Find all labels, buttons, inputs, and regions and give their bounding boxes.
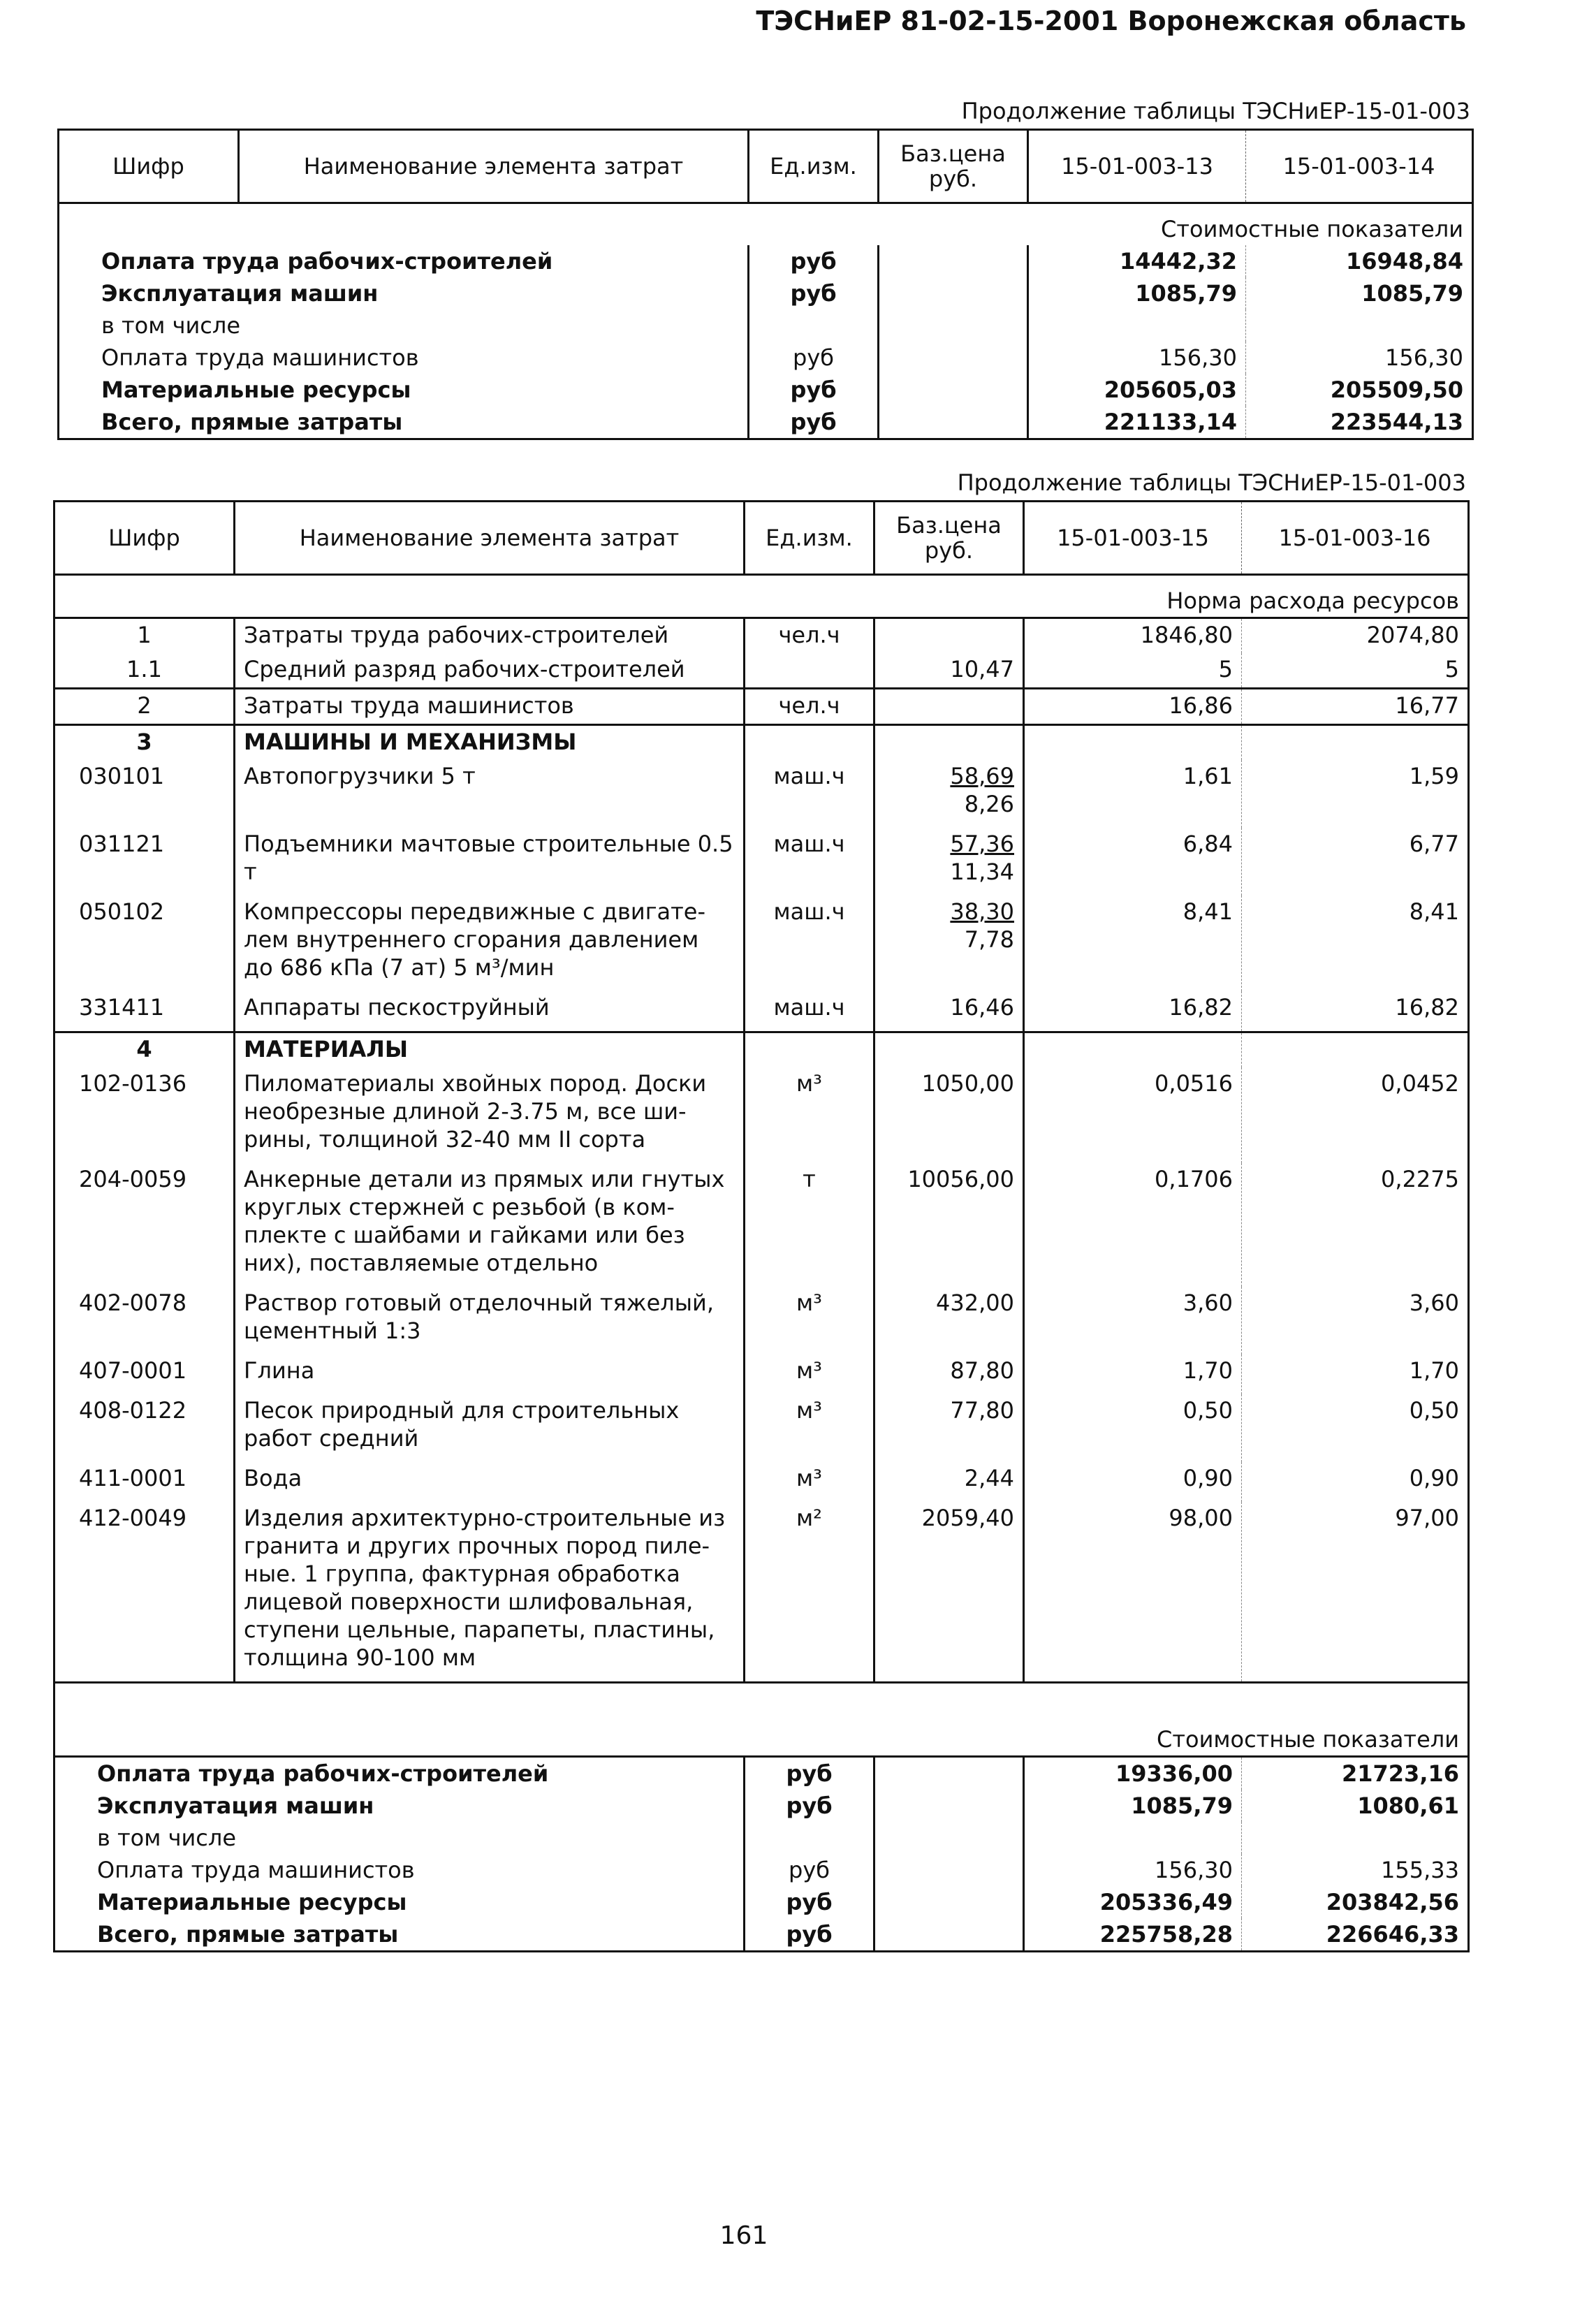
table-row (59, 374, 1473, 406)
table-row (54, 760, 1469, 828)
resource-code: 1.1 (54, 653, 235, 689)
cost-base (879, 245, 1028, 277)
cost-name: Материальные ресурсы (59, 374, 749, 406)
resource-norm-16: 0,50 (1242, 1394, 1469, 1462)
table-row (59, 309, 1473, 342)
table-row (54, 1790, 1469, 1822)
col-header-code: Шифр (54, 502, 235, 575)
resource-norm-15: 1,61 (1024, 760, 1242, 828)
resource-norm-16: 6,77 (1242, 828, 1469, 896)
resource-norm-15: 98,00 (1024, 1502, 1242, 1683)
table-row (59, 277, 1473, 309)
resource-unit (745, 725, 874, 761)
col-header-base-price: Баз.цена руб. (879, 130, 1028, 203)
table-row (54, 1462, 1469, 1502)
table-row (59, 245, 1473, 277)
cost-base (879, 406, 1028, 439)
resource-name: Песок природный для строительных работ средний (235, 1394, 745, 1462)
resource-norm-16: 3,60 (1242, 1287, 1469, 1354)
resource-code: 050102 (54, 896, 235, 991)
cost-value-16: 155,33 (1242, 1854, 1469, 1886)
resource-base-price (874, 1394, 1024, 1462)
base-price-value: 1050,00 (921, 1070, 1014, 1097)
cost-name: Оплата труда машинистов (59, 342, 749, 374)
resource-norm-16: 16,77 (1242, 689, 1469, 725)
resource-unit: м³ (745, 1067, 874, 1163)
resource-unit: м³ (745, 1394, 874, 1462)
table-row (54, 1854, 1469, 1886)
cost-value-16: 21723,16 (1242, 1757, 1469, 1790)
resource-norm-15: 1,70 (1024, 1354, 1242, 1394)
cost-unit: руб (749, 245, 879, 277)
resource-norm-15 (1024, 725, 1242, 761)
resource-unit: маш.ч (745, 991, 874, 1032)
table1-caption: Продолжение таблицы ТЭСНиЕР-15-01-003 (961, 98, 1470, 124)
resource-unit: м³ (745, 1287, 874, 1354)
cost-name: Оплата труда рабочих-строителей (59, 245, 749, 277)
resource-norm-16: 0,0452 (1242, 1067, 1469, 1163)
cost-value-15: 19336,00 (1024, 1757, 1242, 1790)
cost-value-13: 205605,03 (1028, 374, 1246, 406)
resource-norm-15: 16,86 (1024, 689, 1242, 725)
resource-code: 1 (54, 618, 235, 654)
resource-norm-16: 97,00 (1242, 1502, 1469, 1683)
col-header-15-01-003-13: 15-01-003-13 (1028, 130, 1246, 203)
cost-unit: руб (745, 1854, 874, 1886)
cost-unit: руб (749, 374, 879, 406)
table-row (54, 1918, 1469, 1952)
resource-code: 031121 (54, 828, 235, 896)
table-row (54, 1394, 1469, 1462)
resource-code: 402-0078 (54, 1287, 235, 1354)
resource-name: Пиломатериалы хвойных пород. Доски необрезные длиной 2-3.75 м, все ши-рины, толщиной 32-40 мм II сорта (235, 1067, 745, 1163)
cost-name: Оплата труда машинистов (54, 1854, 745, 1886)
table-row (54, 1032, 1469, 1068)
table-row (54, 1287, 1469, 1354)
resource-name: Глина (235, 1354, 745, 1394)
cost-unit (749, 309, 879, 342)
resource-unit: т (745, 1163, 874, 1287)
table-row (54, 618, 1469, 654)
table-row (59, 406, 1473, 439)
cost-base (874, 1757, 1024, 1790)
base-price-value: 58,69 (950, 763, 1014, 789)
resource-base-price (874, 1462, 1024, 1502)
resource-code: 408-0122 (54, 1394, 235, 1462)
resource-unit: м³ (745, 1462, 874, 1502)
cost-unit: руб (749, 342, 879, 374)
cost-name: Оплата труда рабочих-строителей (54, 1757, 745, 1790)
resource-code: 030101 (54, 760, 235, 828)
col-header-unit: Ед.изм. (745, 502, 874, 575)
resource-unit: м² (745, 1502, 874, 1683)
resource-norm-15: 6,84 (1024, 828, 1242, 896)
resource-base-price (874, 689, 1024, 725)
resource-unit: чел.ч (745, 689, 874, 725)
base-price-value: 77,80 (950, 1397, 1014, 1424)
cost-value-16 (1242, 1822, 1469, 1854)
col-header-unit: Ед.изм. (749, 130, 879, 203)
table-row (54, 1502, 1469, 1683)
section-label: Норма расхода ресурсов (54, 575, 1469, 618)
table-row (54, 1354, 1469, 1394)
table-row (54, 1067, 1469, 1163)
resource-name: Компрессоры передвижные с двигате-лем внутреннего сгорания давлением до 686 кПа (7 ат) 5 м³/мин (235, 896, 745, 991)
section-label: Стоимостные показатели (54, 1683, 1469, 1757)
cost-value-14 (1246, 309, 1473, 342)
resource-norm-15: 0,1706 (1024, 1163, 1242, 1287)
cost-value-16: 203842,56 (1242, 1886, 1469, 1918)
table-row (59, 342, 1473, 374)
table2-caption: Продолжение таблицы ТЭСНиЕР-15-01-003 (957, 469, 1466, 496)
col-header-name: Наименование элемента затрат (239, 130, 749, 203)
resource-norm-16 (1242, 725, 1469, 761)
col-header-15-01-003-14: 15-01-003-14 (1246, 130, 1473, 203)
machinist-wage-value: 11,34 (950, 859, 1014, 885)
table-row (54, 725, 1469, 761)
cost-value-15: 225758,28 (1024, 1918, 1242, 1952)
cost-base (874, 1886, 1024, 1918)
cost-table-2 (53, 500, 1470, 1952)
base-price-value: 432,00 (936, 1290, 1014, 1316)
cost-unit: руб (745, 1918, 874, 1952)
resource-name: МАШИНЫ И МЕХАНИЗМЫ (235, 725, 745, 761)
cost-unit: руб (745, 1790, 874, 1822)
machinist-wage-value: 8,26 (964, 791, 1014, 817)
resource-code: 4 (54, 1032, 235, 1068)
cost-base (874, 1854, 1024, 1886)
resource-base-price (874, 1287, 1024, 1354)
resource-name: Раствор готовый отделочный тяжелый, цементный 1:3 (235, 1287, 745, 1354)
resource-name: Аппараты пескоструйный (235, 991, 745, 1032)
resource-code: 2 (54, 689, 235, 725)
cost-value-14: 16948,84 (1246, 245, 1473, 277)
cost-value-13: 14442,32 (1028, 245, 1246, 277)
resource-norm-16: 2074,80 (1242, 618, 1469, 654)
resource-base-price (874, 760, 1024, 828)
table-row (54, 896, 1469, 991)
resource-code: 204-0059 (54, 1163, 235, 1287)
resource-code: 102-0136 (54, 1067, 235, 1163)
resource-base-price (874, 725, 1024, 761)
resource-base-price (874, 1067, 1024, 1163)
col-header-15-01-003-15: 15-01-003-15 (1024, 502, 1242, 575)
cost-value-16: 1080,61 (1242, 1790, 1469, 1822)
col-header-15-01-003-16: 15-01-003-16 (1242, 502, 1469, 575)
table-row (54, 1757, 1469, 1790)
resource-unit: маш.ч (745, 896, 874, 991)
cost-base (874, 1790, 1024, 1822)
cost-name: Всего, прямые затраты (59, 406, 749, 439)
table-row (54, 828, 1469, 896)
cost-value-13: 221133,14 (1028, 406, 1246, 439)
resource-name: Изделия архитектурно-строительные из гранита и других прочных пород пиле-ные. 1 группа, фактурная обработка лицевой поверхности шлифовальная, ступени цельные, парапеты, пластины, толщина 90-100 мм (235, 1502, 745, 1683)
cost-value-14: 223544,13 (1246, 406, 1473, 439)
resource-norm-16: 0,90 (1242, 1462, 1469, 1502)
resource-name: Затраты труда машинистов (235, 689, 745, 725)
resource-code: 412-0049 (54, 1502, 235, 1683)
cost-name: Эксплуатация машин (59, 277, 749, 309)
resource-norm-16: 8,41 (1242, 896, 1469, 991)
resource-norm-15: 0,0516 (1024, 1067, 1242, 1163)
col-header-code: Шифр (59, 130, 239, 203)
resource-base-price (874, 1502, 1024, 1683)
base-price-value: 2059,40 (921, 1505, 1014, 1531)
cost-value-13: 1085,79 (1028, 277, 1246, 309)
table-row (54, 653, 1469, 689)
table-row (54, 1163, 1469, 1287)
resource-base-price (874, 653, 1024, 689)
resource-unit (745, 653, 874, 689)
cost-unit: руб (749, 277, 879, 309)
base-price-value: 10056,00 (907, 1166, 1014, 1192)
cost-value-14: 1085,79 (1246, 277, 1473, 309)
resource-base-price (874, 1032, 1024, 1068)
resource-norm-15 (1024, 1032, 1242, 1068)
resource-norm-15: 8,41 (1024, 896, 1242, 991)
cost-base (874, 1918, 1024, 1952)
table-row (54, 689, 1469, 725)
cost-table-1 (57, 129, 1474, 440)
resource-norm-15: 16,82 (1024, 991, 1242, 1032)
resource-name: Затраты труда рабочих-строителей (235, 618, 745, 654)
resource-norm-15: 1846,80 (1024, 618, 1242, 654)
resource-unit (745, 1032, 874, 1068)
col-header-name: Наименование элемента затрат (235, 502, 745, 575)
resource-norm-16: 16,82 (1242, 991, 1469, 1032)
cost-name: в том числе (54, 1822, 745, 1854)
cost-value-15: 156,30 (1024, 1854, 1242, 1886)
resource-norm-16: 5 (1242, 653, 1469, 689)
resource-unit: м³ (745, 1354, 874, 1394)
page-number: 161 (719, 2221, 768, 2250)
page-header: ТЭСНиЕР 81-02-15-2001 Воронежская область (756, 6, 1466, 36)
resource-unit: чел.ч (745, 618, 874, 654)
resource-base-price (874, 896, 1024, 991)
resource-norm-16: 1,59 (1242, 760, 1469, 828)
base-price-value: 38,30 (950, 898, 1014, 925)
cost-base (879, 277, 1028, 309)
resource-base-price (874, 828, 1024, 896)
cost-unit: руб (745, 1757, 874, 1790)
cost-value-13 (1028, 309, 1246, 342)
cost-unit: руб (749, 406, 879, 439)
resource-code: 407-0001 (54, 1354, 235, 1394)
resource-name: Анкерные детали из прямых или гнутых круглых стержней с резьбой (в ком-плекте с шайбами и гайками или без них), поставляемые отдельно (235, 1163, 745, 1287)
col-header-base-price: Баз.цена руб. (874, 502, 1024, 575)
resource-unit: маш.ч (745, 828, 874, 896)
base-price-value: 87,80 (950, 1357, 1014, 1384)
base-price-value: 2,44 (964, 1465, 1014, 1491)
resource-norm-15: 0,90 (1024, 1462, 1242, 1502)
resource-norm-15: 0,50 (1024, 1394, 1242, 1462)
cost-name: Материальные ресурсы (54, 1886, 745, 1918)
resource-base-price (874, 618, 1024, 654)
cost-base (874, 1822, 1024, 1854)
cost-value-15: 1085,79 (1024, 1790, 1242, 1822)
cost-unit (745, 1822, 874, 1854)
base-price-value: 16,46 (950, 994, 1014, 1021)
resource-base-price (874, 1163, 1024, 1287)
cost-value-15 (1024, 1822, 1242, 1854)
resource-name: МАТЕРИАЛЫ (235, 1032, 745, 1068)
table-row (54, 991, 1469, 1032)
table-row (54, 1822, 1469, 1854)
cost-name: Всего, прямые затраты (54, 1918, 745, 1952)
cost-name: Эксплуатация машин (54, 1790, 745, 1822)
resource-code: 411-0001 (54, 1462, 235, 1502)
resource-base-price (874, 1354, 1024, 1394)
resource-name: Вода (235, 1462, 745, 1502)
table-row (54, 1683, 1469, 1757)
resource-norm-15: 3,60 (1024, 1287, 1242, 1354)
machinist-wage-value: 7,78 (964, 926, 1014, 953)
resource-norm-15: 5 (1024, 653, 1242, 689)
resource-code: 331411 (54, 991, 235, 1032)
cost-value-14: 156,30 (1246, 342, 1473, 374)
cost-value-15: 205336,49 (1024, 1886, 1242, 1918)
cost-unit: руб (745, 1886, 874, 1918)
resource-name: Средний разряд рабочих-строителей (235, 653, 745, 689)
resource-norm-16 (1242, 1032, 1469, 1068)
resource-unit: маш.ч (745, 760, 874, 828)
resource-name: Автопогрузчики 5 т (235, 760, 745, 828)
base-price-value: 57,36 (950, 831, 1014, 857)
resource-base-price (874, 991, 1024, 1032)
cost-value-16: 226646,33 (1242, 1918, 1469, 1952)
base-price-value: 10,47 (950, 656, 1014, 682)
resource-norm-16: 1,70 (1242, 1354, 1469, 1394)
cost-base (879, 342, 1028, 374)
resource-code: 3 (54, 725, 235, 761)
cost-value-14: 205509,50 (1246, 374, 1473, 406)
resource-norm-16: 0,2275 (1242, 1163, 1469, 1287)
table-row (54, 1886, 1469, 1918)
cost-base (879, 309, 1028, 342)
cost-base (879, 374, 1028, 406)
cost-name: в том числе (59, 309, 749, 342)
section-label: Стоимостные показатели (59, 203, 1473, 246)
cost-value-13: 156,30 (1028, 342, 1246, 374)
resource-name: Подъемники мачтовые строительные 0.5 т (235, 828, 745, 896)
